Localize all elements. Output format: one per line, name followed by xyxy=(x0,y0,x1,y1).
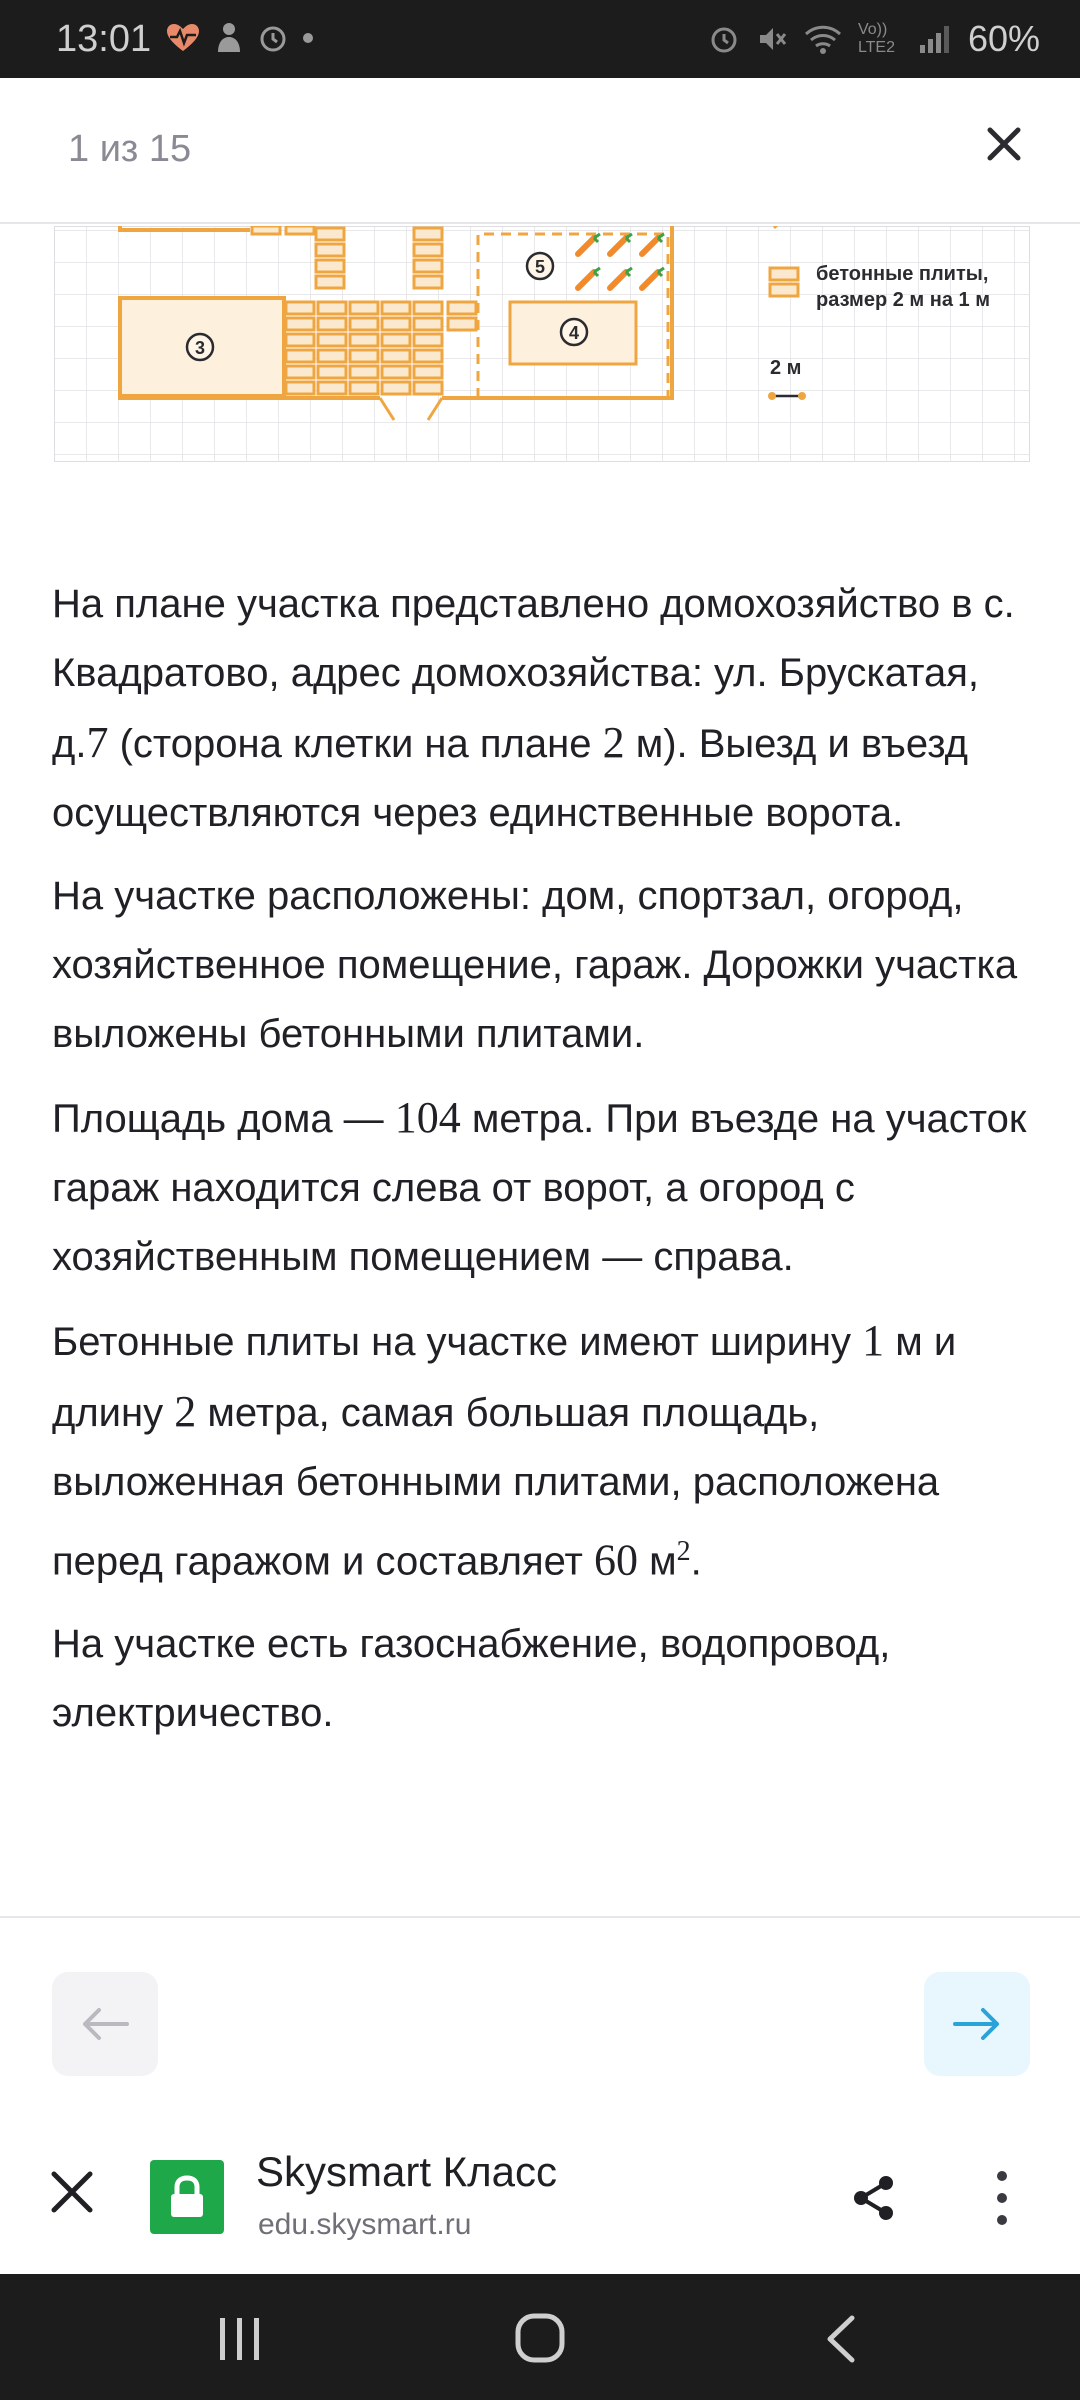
status-right-icons xyxy=(708,18,1040,60)
heart-rate-icon xyxy=(166,23,200,53)
custom-tab-bar xyxy=(0,2118,1080,2274)
legend-plates-size: размер 2 м на 1 м xyxy=(816,289,990,311)
alarm-icon xyxy=(258,23,288,53)
person-icon xyxy=(214,22,244,54)
recent-apps-icon[interactable] xyxy=(216,2316,264,2362)
slide-counter: 1 из 15 xyxy=(68,128,192,170)
battery-level: 60% xyxy=(967,18,1040,59)
paragraph-1: На плане участка представлено домохозяйство в с. Квадратово, адрес домохозяйства: ул. Брускатая, д.7 (сторона клетки на плане 2 м). Выезд и въезд осуществляются через единственные ворота. xyxy=(52,582,1015,835)
paragraph-5: На участке есть газоснабжение, водопровод, электричество. xyxy=(52,1622,891,1736)
close-tab-icon[interactable] xyxy=(48,2168,96,2216)
task-description xyxy=(52,570,1042,1762)
wifi-icon xyxy=(804,23,842,55)
secure-lock-badge xyxy=(150,2160,224,2234)
site-plan-drawing xyxy=(54,226,1030,462)
previous-button[interactable] xyxy=(52,1972,158,2076)
content-divider xyxy=(0,1916,1080,1918)
arrow-left-icon xyxy=(81,2006,129,2042)
home-icon[interactable] xyxy=(514,2312,566,2364)
status-bar xyxy=(0,0,1080,78)
lock-icon xyxy=(167,2175,207,2219)
next-button[interactable] xyxy=(924,1972,1030,2076)
legend-plates-label: бетонные плиты, xyxy=(816,263,989,285)
close-icon[interactable] xyxy=(974,114,1034,174)
arrow-right-icon xyxy=(953,2006,1001,2042)
signal-icon xyxy=(918,23,952,55)
status-left-icons xyxy=(166,22,314,54)
system-nav-bar xyxy=(0,2274,1080,2400)
site-url[interactable]: edu.skysmart.ru xyxy=(258,2208,472,2241)
shed-label: 4 xyxy=(568,323,580,343)
alarm-set-icon xyxy=(708,23,740,55)
garden-label: 5 xyxy=(534,257,546,277)
back-icon[interactable] xyxy=(824,2314,858,2364)
paragraph-3: Площадь дома — 104 метра. При въезде на участок гараж находится слева от ворот, а огород с хозяйственным помещением — справа. xyxy=(52,1093,1027,1279)
site-plan xyxy=(54,226,1030,462)
network-label: Vo)) LTE2 xyxy=(857,21,895,56)
more-options-icon[interactable] xyxy=(990,2168,1014,2228)
house-label: 3 xyxy=(194,338,206,358)
legend-plate-swatch xyxy=(770,268,798,280)
paragraph-2: На участке расположены: дом, спортзал, огород, хозяйственное помещение, гараж. Дорожки участка выложены бетонными плитами. xyxy=(52,874,1018,1056)
scale-label: 2 м xyxy=(770,357,802,379)
dot-icon xyxy=(302,32,314,44)
share-icon[interactable] xyxy=(852,2174,896,2222)
paragraph-4: Бетонные плиты на участке имеют ширину 1 м и длину 2 метра, самая большая площадь, выложенная бетонными плитами, расположена перед гаражом и составляет 60 $м^2$. xyxy=(52,1316,957,1585)
site-title: Skysmart Класс xyxy=(256,2148,558,2195)
modal-header xyxy=(0,78,1080,224)
mute-icon xyxy=(756,23,788,55)
status-time: 13:01 xyxy=(56,18,152,60)
